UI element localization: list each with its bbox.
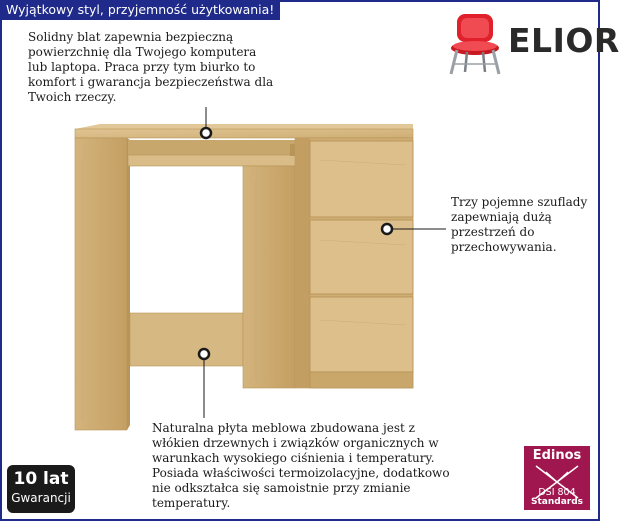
desktop-surface bbox=[75, 124, 413, 129]
drawers-description: Trzy pojemne szuflady zapewniają dużą przestrzeń do przechowywania. bbox=[451, 195, 588, 254]
keyboard-tray bbox=[128, 155, 308, 166]
warranty-badge bbox=[7, 465, 75, 513]
drawer-top bbox=[310, 141, 413, 217]
middle-panel bbox=[243, 166, 295, 388]
warranty-years: 10 lat bbox=[13, 469, 69, 489]
left-leg-panel bbox=[75, 138, 127, 430]
back-panel bbox=[130, 313, 243, 366]
drawer-bottom bbox=[310, 297, 413, 372]
desktop-description: Solidny blat zapewnia bezpieczną powierzchnię dla Twojego komputera lub laptopa. Praca przy tym biurko to komfort i gwarancja bezpieczeństwa dla Twoich rzeczy. bbox=[28, 30, 274, 104]
callout-right bbox=[382, 224, 446, 234]
drawer-middle bbox=[310, 220, 413, 294]
top-banner: Wyjątkowy styl, przyjemność użytkowania! bbox=[0, 0, 280, 20]
material-description: Naturalna płyta meblowa zbudowana jest z włókien drzewnych i związków organicznych w warunkach wysokiego ciśnienia i temperatury. Posiada właściwości termoizolacyjne, dodatkowo nie odkształca się samoistnie przy zmianie temperatury. bbox=[152, 421, 450, 510]
edinos-standards: Standards bbox=[530, 497, 584, 507]
callout-top bbox=[201, 107, 211, 138]
brand-name: ELIOR bbox=[508, 21, 620, 60]
plinth bbox=[310, 372, 413, 388]
edinos-brand: Edinos bbox=[532, 448, 582, 463]
desktop-edge bbox=[75, 129, 413, 138]
edinos-badge bbox=[524, 446, 590, 510]
warranty-label: Gwarancji bbox=[11, 491, 71, 505]
edinos-code: DSI 804 bbox=[538, 487, 576, 498]
